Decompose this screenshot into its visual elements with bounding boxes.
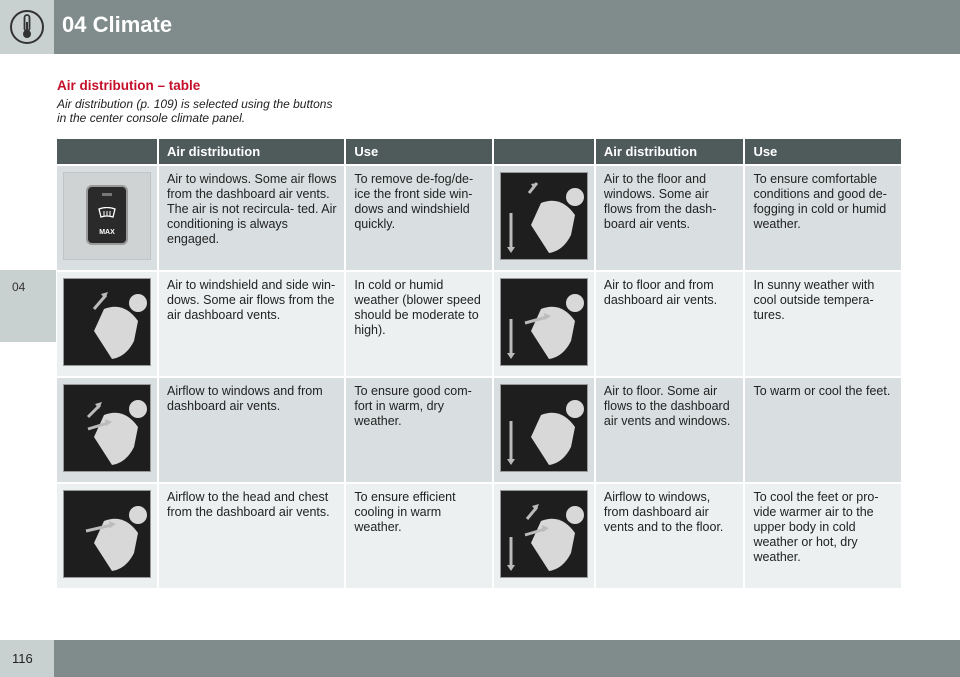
chapter-tab [0,270,56,342]
chapter-title: 04 Climate [62,12,173,37]
use-cell: To warm or cool the feet. [745,378,901,484]
table-row [57,166,901,272]
image-cell [494,166,594,272]
floor-and-dashboard-airflow-icon [500,278,588,366]
image-cell [494,378,594,484]
air-distribution-cell: Air to windshield and side win- dows. Some air flows from the air dashboard vents. [159,272,344,378]
page-number-box [0,640,54,677]
image-cell [494,272,594,378]
image-cell [57,378,157,484]
header-icon-area [0,0,54,54]
use-cell: To ensure efficient cooling in warm weather. [346,484,492,590]
page-number: 116 [12,651,33,666]
header-cell-air-distribution-right: Air distribution [596,139,744,166]
table-row [57,484,901,590]
max-label: MAX [99,229,115,236]
air-distribution-cell: Airflow to windows, from dashboard air vents and to the floor. [596,484,744,590]
use-cell: To ensure comfortable conditions and good de- fogging in cold or humid weather. [745,166,901,272]
use-cell: In cold or humid weather (blower speed should be moderate to high). [346,272,492,378]
header-bar [54,0,960,54]
air-distribution-cell: Airflow to windows and from dashboard air vents. [159,378,344,484]
image-cell [494,484,594,590]
use-cell: In sunny weather with cool outside tempera- tures. [745,272,901,378]
air-distribution-cell: Air to the floor and windows. Some air flows from the dash- board air vents. [596,166,744,272]
header-cell-image-left [57,139,157,166]
floor-airflow-icon [500,384,588,472]
table-header-row [57,139,901,166]
image-cell [57,484,157,590]
table-row [57,378,901,484]
footer-bar [54,640,960,677]
air-distribution-cell: Air to floor. Some air flows to the dashboard air vents and windows. [596,378,744,484]
head-and-chest-airflow-icon [63,490,151,578]
section-title: Air distribution – table [57,78,201,93]
header-cell-image-right [494,139,594,166]
section-intro: Air distribution (p. 109) is selected using the buttons in the center console climate panel. [57,97,333,125]
windows-dashboard-floor-airflow-icon [500,490,588,578]
windows-and-dashboard-airflow-icon [63,384,151,472]
header-cell-use-left: Use [346,139,492,166]
thermometer-icon [9,9,45,45]
header-cell-air-distribution-left: Air distribution [159,139,344,166]
table-row [57,272,901,378]
header-cell-use-right: Use [745,139,901,166]
air-distribution-cell: Air to floor and from dashboard air vents. [596,272,744,378]
air-distribution-table [55,139,903,590]
air-distribution-cell: Air to windows. Some air flows from the dashboard air vents. The air is not recircula- ted. Air conditioning is always engaged. [159,166,344,272]
max-defrost-button-icon [63,172,151,260]
chapter-tab-label: 04 [12,280,26,294]
use-cell: To remove de-fog/de- ice the front side win- dows and windshield quickly. [346,166,492,272]
use-cell: To ensure good com- fort in warm, dry weather. [346,378,492,484]
image-cell [57,272,157,378]
windshield-airflow-icon [63,278,151,366]
use-cell: To cool the feet or pro- vide warmer air to the upper body in cold weather or hot, dry weather. [745,484,901,590]
air-distribution-cell: Airflow to the head and chest from the dashboard air vents. [159,484,344,590]
floor-and-windows-airflow-icon [500,172,588,260]
image-cell [57,166,157,272]
